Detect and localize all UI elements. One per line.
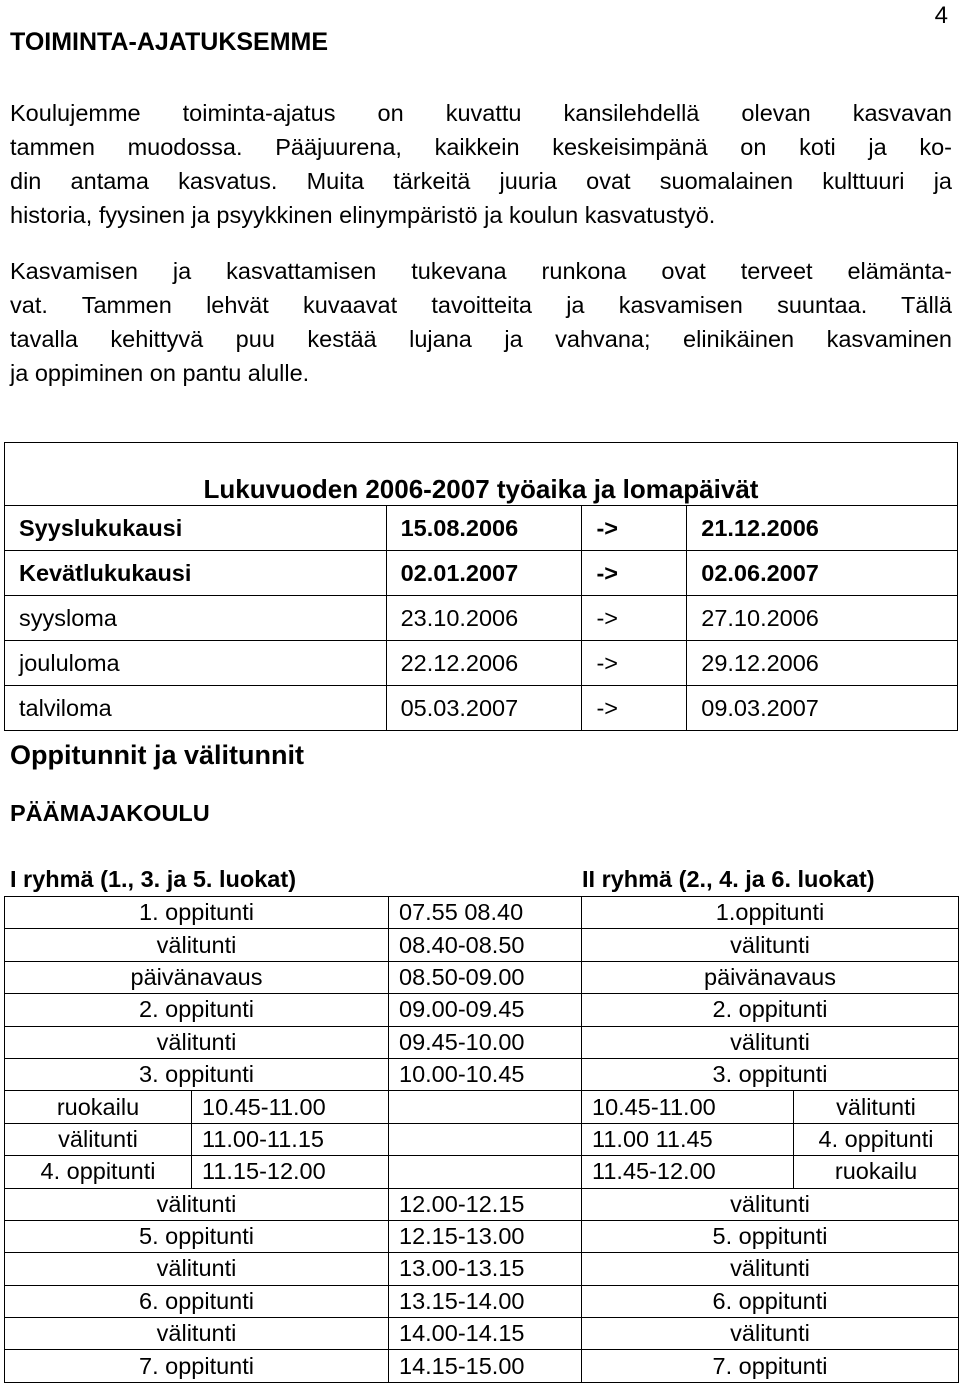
period-name: joululoma <box>5 641 387 686</box>
group1-activity: 4. oppitunti <box>5 1156 192 1188</box>
group2-activity: välitunti <box>582 929 959 961</box>
group2-activity: 4. oppitunti <box>794 1123 959 1155</box>
table-row <box>5 897 959 929</box>
table-row <box>5 686 958 731</box>
table-row <box>5 1123 959 1155</box>
table-row <box>5 994 959 1026</box>
paragraph-line: historia, fyysinen ja psyykkinen elinympäristö ja koulun kasvatustyö. <box>10 202 716 228</box>
school-name: PÄÄMAJAKOULU <box>10 800 210 826</box>
group2-time: 11.00 11.45 <box>582 1123 794 1155</box>
group1-activity: välitunti <box>5 929 389 961</box>
period-arrow: -> <box>582 551 687 596</box>
period-start: 05.03.2007 <box>386 686 582 731</box>
period-start: 02.01.2007 <box>386 551 582 596</box>
growth-paragraph <box>10 254 952 390</box>
table-row <box>5 961 959 993</box>
group2-activity: 5. oppitunti <box>582 1220 959 1252</box>
group1-activity: välitunti <box>5 1026 389 1058</box>
table-row <box>5 1318 959 1350</box>
lessons-heading: Oppitunnit ja välitunnit <box>10 740 304 770</box>
lesson-time: 09.00-09.45 <box>389 994 582 1026</box>
group1-activity: 6. oppitunti <box>5 1285 389 1317</box>
group1-activity: välitunti <box>5 1318 389 1350</box>
period-end: 02.06.2007 <box>687 551 958 596</box>
group1-activity: välitunti <box>5 1253 389 1285</box>
paragraph-line: din antama kasvatus. Muita tärkeitä juuria ovat suomalainen kulttuuri ja <box>10 168 952 194</box>
table-row <box>5 506 958 551</box>
period-name: syysloma <box>5 596 387 641</box>
period-arrow: -> <box>582 596 687 641</box>
lesson-time: 10.00-10.45 <box>389 1058 582 1090</box>
period-arrow: -> <box>582 506 687 551</box>
table-row <box>5 1253 959 1285</box>
group2-activity: päivänavaus <box>582 961 959 993</box>
group2-label: II ryhmä (2., 4. ja 6. luokat) <box>582 866 875 892</box>
group2-activity: 7. oppitunti <box>582 1350 959 1382</box>
group2-activity: 2. oppitunti <box>582 994 959 1026</box>
group2-time: 10.45-11.00 <box>582 1091 794 1123</box>
period-end: 21.12.2006 <box>687 506 958 551</box>
period-start: 22.12.2006 <box>386 641 582 686</box>
table-row <box>5 1188 959 1220</box>
table-row <box>5 1058 959 1090</box>
lesson-time: 07.55 08.40 <box>389 897 582 929</box>
lesson-time: 14.15-15.00 <box>389 1350 582 1382</box>
paragraph-line: Koulujemme toiminta-ajatus on kuvattu kansilehdellä olevan kasvavan <box>10 100 952 126</box>
period-end: 27.10.2006 <box>687 596 958 641</box>
paragraph-line: Kasvamisen ja kasvattamisen tukevana runkona ovat terveet elämänta- <box>10 258 952 284</box>
mission-paragraph <box>10 96 952 232</box>
school-year-title: Lukuvuoden 2006-2007 työaika ja lomapäivät <box>5 443 958 506</box>
table-row <box>5 596 958 641</box>
table-row <box>5 551 958 596</box>
lesson-time: 13.00-13.15 <box>389 1253 582 1285</box>
group2-activity: 6. oppitunti <box>582 1285 959 1317</box>
lesson-time: 08.50-09.00 <box>389 961 582 993</box>
group1-activity: päivänavaus <box>5 961 389 993</box>
group2-time: 11.45-12.00 <box>582 1156 794 1188</box>
group1-activity: välitunti <box>5 1188 389 1220</box>
period-end: 09.03.2007 <box>687 686 958 731</box>
group1-activity: 5. oppitunti <box>5 1220 389 1252</box>
lesson-schedule-table <box>4 896 959 1383</box>
group1-activity: ruokailu <box>5 1091 192 1123</box>
lesson-time: 09.45-10.00 <box>389 1026 582 1058</box>
group1-time: 11.00-11.15 <box>192 1123 389 1155</box>
period-name: Syyslukukausi <box>5 506 387 551</box>
period-arrow: -> <box>582 641 687 686</box>
school-year-table <box>4 442 958 731</box>
table-row <box>5 1220 959 1252</box>
paragraph-line: tavalla kehittyvä puu kestää lujana ja vahvana; elinikäinen kasvaminen <box>10 326 952 352</box>
group2-activity: välitunti <box>582 1253 959 1285</box>
table-row <box>5 1156 959 1188</box>
group1-activity: 1. oppitunti <box>5 897 389 929</box>
lesson-time: 08.40-08.50 <box>389 929 582 961</box>
lesson-time: 12.00-12.15 <box>389 1188 582 1220</box>
period-start: 15.08.2006 <box>386 506 582 551</box>
lesson-time: 13.15-14.00 <box>389 1285 582 1317</box>
group2-activity: välitunti <box>582 1318 959 1350</box>
group2-activity: välitunti <box>582 1026 959 1058</box>
period-name: talviloma <box>5 686 387 731</box>
lesson-time: 12.15-13.00 <box>389 1220 582 1252</box>
table-row <box>5 641 958 686</box>
group1-activity: 2. oppitunti <box>5 994 389 1026</box>
group1-activity: 3. oppitunti <box>5 1058 389 1090</box>
group1-time: 11.15-12.00 <box>192 1156 389 1188</box>
paragraph-line: vat. Tammen lehvät kuvaavat tavoitteita ja kasvamisen suuntaa. Tällä <box>10 292 952 318</box>
empty-cell <box>389 1123 582 1155</box>
group2-activity: välitunti <box>794 1091 959 1123</box>
group1-activity: välitunti <box>5 1123 192 1155</box>
table-row <box>5 1091 959 1123</box>
table-row <box>5 1350 959 1382</box>
group2-activity: välitunti <box>582 1188 959 1220</box>
empty-cell <box>389 1091 582 1123</box>
paragraph-line: ja oppiminen on pantu alulle. <box>10 360 310 386</box>
table-row <box>5 1026 959 1058</box>
group1-time: 10.45-11.00 <box>192 1091 389 1123</box>
group2-activity: 1.oppitunti <box>582 897 959 929</box>
table-row <box>5 1285 959 1317</box>
group2-activity: 3. oppitunti <box>582 1058 959 1090</box>
lesson-time: 14.00-14.15 <box>389 1318 582 1350</box>
period-name: Kevätlukukausi <box>5 551 387 596</box>
group2-activity: ruokailu <box>794 1156 959 1188</box>
page-title: TOIMINTA-AJATUKSEMME <box>10 28 329 56</box>
table-row <box>5 929 959 961</box>
page-number: 4 <box>934 2 948 29</box>
group1-label: I ryhmä (1., 3. ja 5. luokat) <box>10 866 297 892</box>
period-start: 23.10.2006 <box>386 596 582 641</box>
period-end: 29.12.2006 <box>687 641 958 686</box>
period-arrow: -> <box>582 686 687 731</box>
empty-cell <box>389 1156 582 1188</box>
paragraph-line: tammen muodossa. Pääjuurena, kaikkein keskeisimpänä on koti ja ko- <box>10 134 952 160</box>
group1-activity: 7. oppitunti <box>5 1350 389 1382</box>
